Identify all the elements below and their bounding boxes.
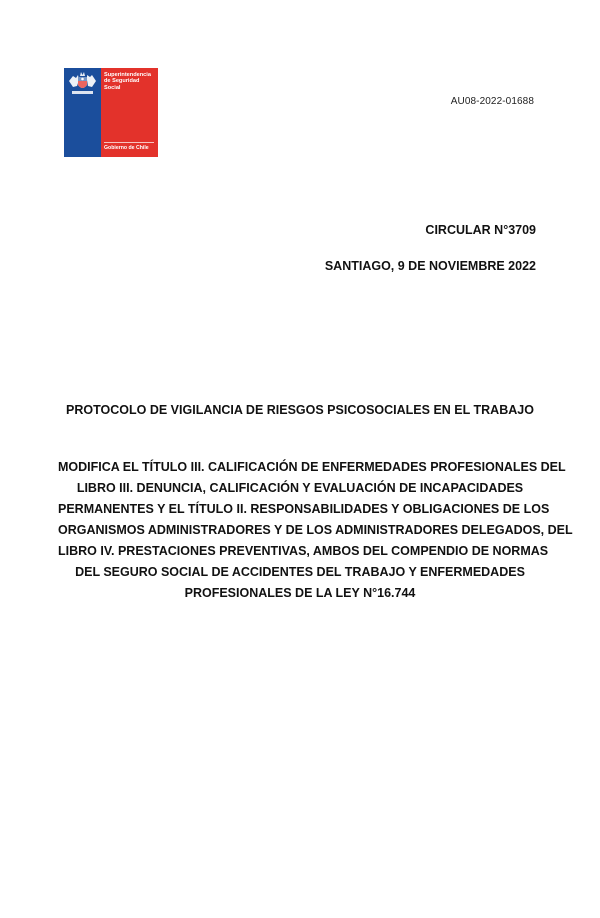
subject-line: PERMANENTES Y EL TÍTULO II. RESPONSABILIDADES Y OBLIGACIONES DE LOS	[58, 502, 550, 516]
subject-line: MODIFICA EL TÍTULO III. CALIFICACIÓN DE ENFERMEDADES PROFESIONALES DEL	[58, 460, 566, 474]
logo-org-name	[104, 72, 158, 91]
institution-logo	[64, 68, 158, 157]
logo-government-label: Gobierno de Chile	[104, 145, 149, 151]
document-subject	[58, 457, 573, 604]
logo-blue-column	[64, 68, 101, 157]
subject-line: ORGANISMOS ADMINISTRADORES Y DE LOS ADMINISTRADORES DELEGADOS, DEL	[58, 523, 573, 537]
circular-number: CIRCULAR N°3709	[425, 223, 536, 237]
coat-of-arms-icon	[66, 69, 99, 98]
reference-code: AU08-2022-01688	[450, 96, 534, 107]
logo-emblem-area	[64, 68, 101, 99]
logo-org-line: Superintendencia	[104, 72, 151, 78]
subject-line: LIBRO IV. PRESTACIONES PREVENTIVAS, AMBOS DEL COMPENDIO DE NORMAS	[58, 544, 549, 558]
logo-org-line: de Seguridad	[104, 78, 140, 85]
subject-line: DEL SEGURO SOCIAL DE ACCIDENTES DEL TRABAJO Y ENFERMEDADES	[75, 565, 525, 579]
subject-line: PROFESIONALES DE LA LEY N°16.744	[184, 586, 416, 600]
logo-org-line: Social	[104, 84, 121, 91]
subject-line: LIBRO III. DENUNCIA, CALIFICACIÓN Y EVALUACIÓN DE INCAPACIDADES	[76, 481, 524, 495]
document-title: PROTOCOLO DE VIGILANCIA DE RIESGOS PSICOSOCIALES EN EL TRABAJO	[66, 403, 534, 417]
logo-divider	[104, 142, 154, 143]
logo-blue-panel	[64, 99, 101, 157]
place-date: SANTIAGO, 9 DE NOVIEMBRE 2022	[324, 259, 536, 273]
